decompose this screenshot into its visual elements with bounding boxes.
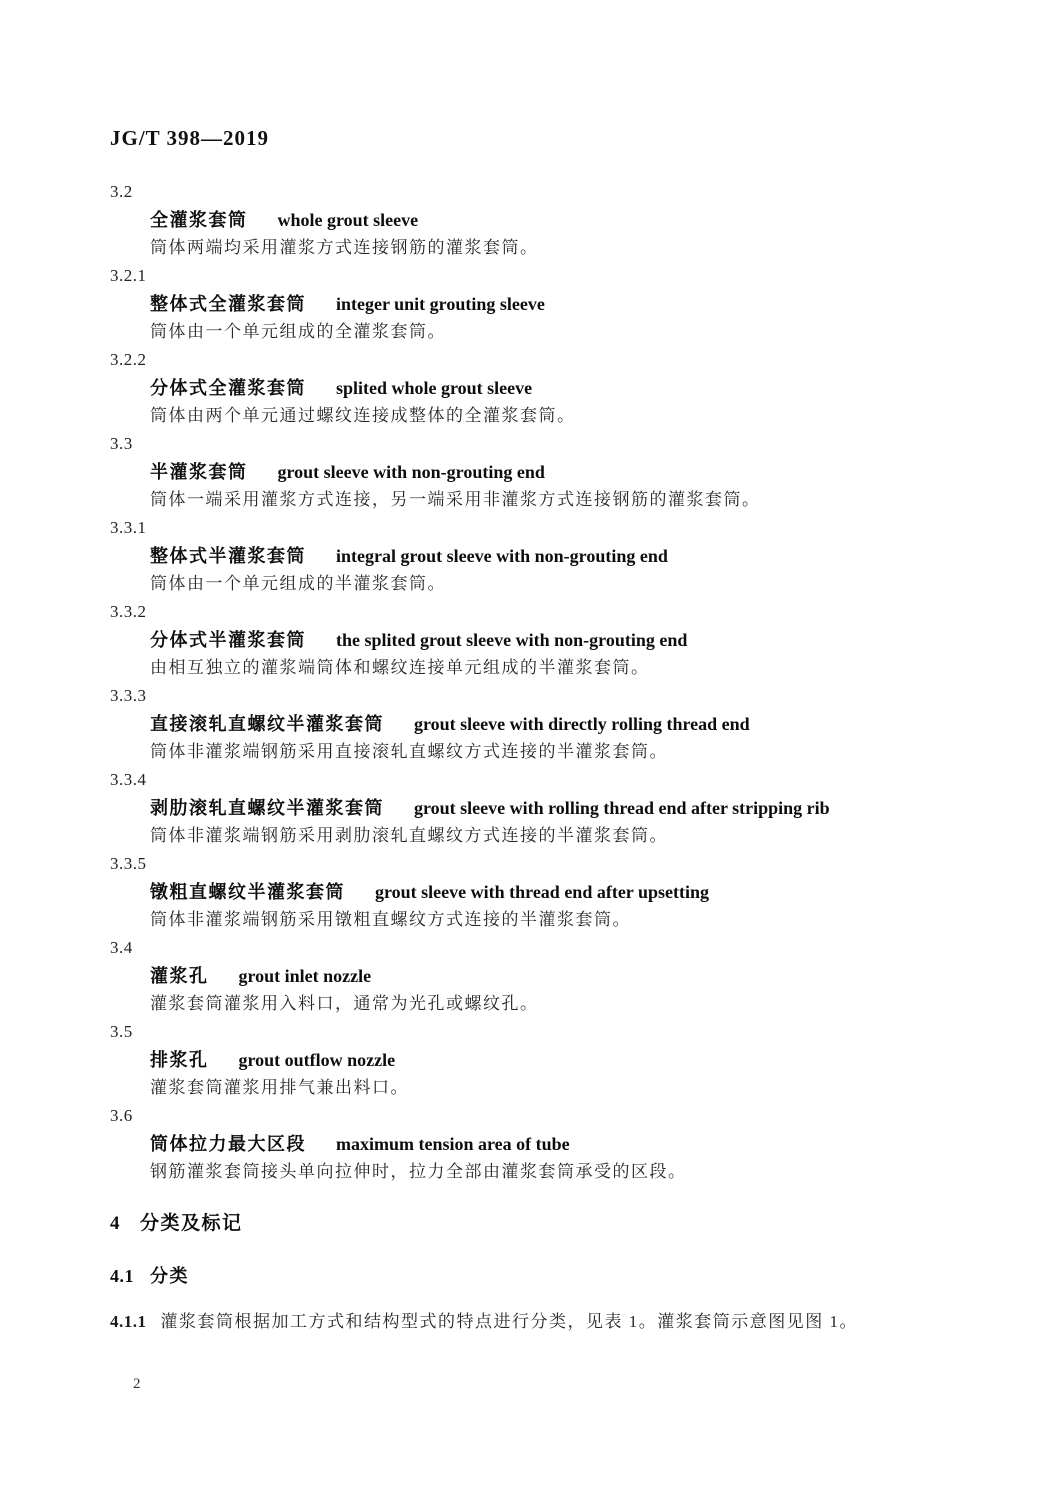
clause-number: 3.2.2 (110, 350, 147, 369)
term-title-line (110, 1130, 990, 1158)
term-definition: 筒体非灌浆端钢筋采用镦粗直螺纹方式连接的半灌浆套筒。 (150, 910, 631, 929)
term-title-line (110, 794, 990, 822)
clause-number: 3.2.1 (110, 266, 147, 285)
term-chinese: 整体式半灌浆套筒 (150, 546, 306, 566)
chapter-4-heading (110, 1210, 990, 1238)
clause-number: 3.3.1 (110, 518, 147, 537)
term-title-line (110, 878, 990, 906)
clause-number: 3.3 (110, 434, 133, 453)
term-english: integer unit grouting sleeve (336, 294, 545, 314)
section-4-1-number: 4.1 (110, 1266, 134, 1286)
chapter-4-section (110, 1210, 990, 1336)
term-block (110, 262, 990, 346)
clause-number: 3.5 (110, 1022, 133, 1041)
term-definition: 灌浆套筒灌浆用排气兼出料口。 (150, 1078, 409, 1097)
term-definition: 筒体由两个单元通过螺纹连接成整体的全灌浆套筒。 (150, 406, 576, 425)
term-definition: 钢筋灌浆套筒接头单向拉伸时，拉力全部由灌浆套筒承受的区段。 (150, 1162, 687, 1181)
term-definition: 筒体由一个单元组成的半灌浆套筒。 (150, 574, 446, 593)
section-4-1-title: 分类 (150, 1266, 189, 1286)
term-definition: 筒体非灌浆端钢筋采用直接滚轧直螺纹方式连接的半灌浆套筒。 (150, 742, 668, 761)
term-block (110, 514, 990, 598)
term-definition: 由相互独立的灌浆端筒体和螺纹连接单元组成的半灌浆套筒。 (150, 658, 650, 677)
clause-number: 3.3.2 (110, 602, 147, 621)
standard-number-header: JG/T 398—2019 (110, 126, 270, 150)
term-definition: 筒体非灌浆端钢筋采用剥肋滚轧直螺纹方式连接的半灌浆套筒。 (150, 826, 668, 845)
term-english: grout sleeve with directly rolling thread end (414, 714, 750, 734)
term-english: grout outflow nozzle (238, 1050, 396, 1070)
term-block (110, 598, 990, 682)
section-4-1-heading (110, 1262, 990, 1290)
clause-number: 3.2 (110, 182, 133, 201)
term-english: integral grout sleeve with non-grouting end (336, 546, 668, 566)
chapter-4-number: 4 (110, 1213, 120, 1234)
terms-list (110, 178, 990, 1186)
clause-number: 3.3.5 (110, 854, 147, 873)
page-number: 2 (133, 1376, 141, 1392)
term-english: grout sleeve with thread end after upsetting (375, 882, 709, 902)
term-english: the splited grout sleeve with non-grouting end (336, 630, 688, 650)
term-block (110, 934, 990, 1018)
term-block (110, 682, 990, 766)
term-block (110, 346, 990, 430)
term-chinese: 直接滚轧直螺纹半灌浆套筒 (150, 714, 384, 734)
chapter-4-title: 分类及标记 (140, 1213, 243, 1234)
clause-4-1-1-text: 灌浆套筒根据加工方式和结构型式的特点进行分类，见表 1。灌浆套筒示意图见图 1。 (160, 1312, 858, 1331)
term-chinese: 排浆孔 (150, 1050, 209, 1070)
term-definition: 筒体一端采用灌浆方式连接，另一端采用非灌浆方式连接钢筋的灌浆套筒。 (150, 490, 761, 509)
term-chinese: 筒体拉力最大区段 (150, 1134, 306, 1154)
term-definition: 筒体两端均采用灌浆方式连接钢筋的灌浆套筒。 (150, 238, 539, 257)
term-title-line (110, 626, 990, 654)
term-title-line (110, 206, 990, 234)
term-chinese: 剥肋滚轧直螺纹半灌浆套筒 (150, 798, 384, 818)
term-chinese: 分体式全灌浆套筒 (150, 378, 306, 398)
term-definition: 灌浆套筒灌浆用入料口，通常为光孔或螺纹孔。 (150, 994, 539, 1013)
term-block (110, 850, 990, 934)
term-chinese: 分体式半灌浆套筒 (150, 630, 306, 650)
term-english: grout inlet nozzle (238, 966, 372, 986)
term-block (110, 766, 990, 850)
term-title-line (110, 1046, 990, 1074)
term-english: whole grout sleeve (277, 210, 419, 230)
clause-number: 3.3.4 (110, 770, 147, 789)
term-chinese: 镦粗直螺纹半灌浆套筒 (150, 882, 345, 902)
term-block (110, 430, 990, 514)
term-definition: 筒体由一个单元组成的全灌浆套筒。 (150, 322, 446, 341)
term-block (110, 1102, 990, 1186)
clause-4-1-1 (110, 1308, 990, 1336)
clause-number: 3.6 (110, 1106, 133, 1125)
term-block (110, 1018, 990, 1102)
term-english: grout sleeve with rolling thread end after stripping rib (414, 798, 830, 818)
term-title-line (110, 290, 990, 318)
term-block (110, 178, 990, 262)
term-english: grout sleeve with non-grouting end (277, 462, 545, 482)
term-english: splited whole grout sleeve (336, 378, 533, 398)
term-title-line (110, 374, 990, 402)
term-chinese: 全灌浆套筒 (150, 210, 248, 230)
term-english: maximum tension area of tube (336, 1134, 570, 1154)
term-chinese: 半灌浆套筒 (150, 462, 248, 482)
term-title-line (110, 542, 990, 570)
term-chinese: 整体式全灌浆套筒 (150, 294, 306, 314)
term-title-line (110, 962, 990, 990)
term-title-line (110, 458, 990, 486)
clause-4-1-1-number: 4.1.1 (110, 1312, 147, 1331)
clause-number: 3.4 (110, 938, 133, 957)
term-title-line (110, 710, 990, 738)
clause-number: 3.3.3 (110, 686, 147, 705)
term-chinese: 灌浆孔 (150, 966, 209, 986)
